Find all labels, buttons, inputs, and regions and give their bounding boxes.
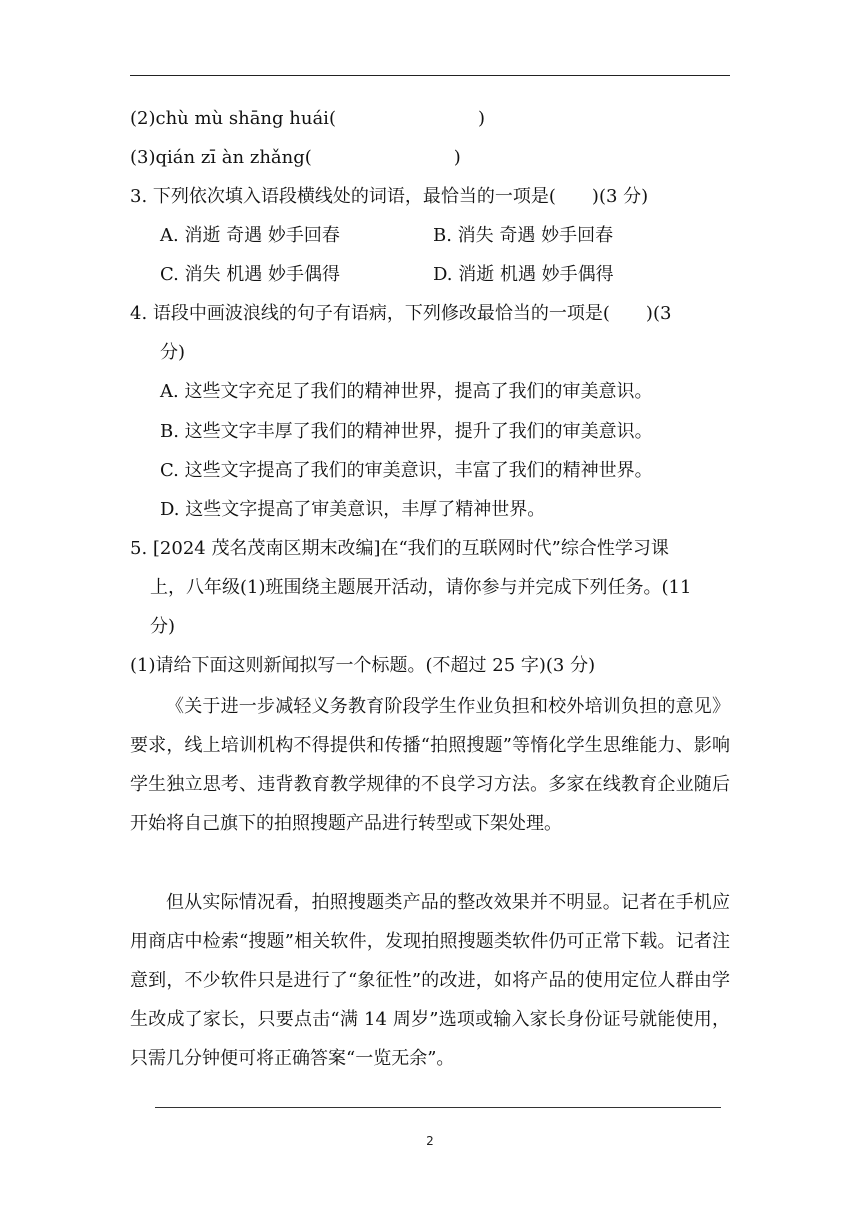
closing-paren: ) <box>453 147 461 168</box>
pinyin-prompt: (3)qián zī àn zhǎng( <box>130 147 312 168</box>
question-2-sub-2 <box>130 107 485 131</box>
question-4-stem-cont: 分) <box>160 342 186 363</box>
closing-paren: ) <box>477 108 485 129</box>
question-3-stem: 3. 下列依次填入语段横线处的词语，最恰当的一项是( )(3 分) <box>130 186 649 207</box>
news-paragraph-2: 但从实际情况看，拍照搜题类产品的整改效果并不明显。记者在手机应用商店中检索“搜题”相关软件，发现拍照搜题类软件仍可正常下载。记者注意到，不少软件只是进行了“象征性”的改进，如将产品的使用定位人群由学生改成了家长，只要点击“满 14 周岁”选项或输入家长身份证号就能使用，只需几分钟便可将正确答案“一览无余”。 <box>130 892 730 1069</box>
question-5-stem-cont-2: 分) <box>150 616 176 637</box>
question-5-stem: 5. [2024 茂名茂南区期末改编]在“我们的互联网时代”综合性学习课 <box>130 538 669 559</box>
footer-rule <box>155 1107 721 1108</box>
question-4-option-a: A. 这些文字充足了我们的精神世界，提高了我们的审美意识。 <box>160 381 653 402</box>
news-paragraph-1: 《关于进一步减轻义务教育阶段学生作业负担和校外培训负担的意见》要求，线上培训机构不得提供和传播“拍照搜题”等惰化学生思维能力、影响学生独立思考、违背教育教学规律的不良学习方法。多家在线教育企业随后开始将自己旗下的拍照搜题产品进行转型或下架处理。 <box>130 696 730 834</box>
question-5-sub-1: (1)请给下面这则新闻拟写一个标题。(不超过 25 字)(3 分) <box>130 655 596 676</box>
question-3-option-d: D. 消逝 机遇 妙手偶得 <box>433 264 614 285</box>
question-3-option-c: C. 消失 机遇 妙手偶得 <box>160 264 341 285</box>
question-4-stem: 4. 语段中画波浪线的句子有语病，下列修改最恰当的一项是( )(3 <box>130 303 672 324</box>
pinyin-prompt: (2)chù mù shāng huái( <box>130 108 336 129</box>
question-5-stem-cont: 上，八年级(1)班围绕主题展开活动，请你参与并完成下列任务。(11 <box>150 577 692 598</box>
question-4-option-c: C. 这些文字提高了我们的审美意识，丰富了我们的精神世界。 <box>160 460 653 481</box>
question-3-option-b: B. 消失 奇遇 妙手回春 <box>433 225 614 246</box>
question-4-option-d: D. 这些文字提高了审美意识，丰厚了精神世界。 <box>160 499 546 520</box>
question-4-option-b: B. 这些文字丰厚了我们的精神世界，提升了我们的审美意识。 <box>160 421 653 442</box>
header-rule <box>130 75 730 76</box>
question-3-option-a: A. 消逝 奇遇 妙手回春 <box>160 225 340 246</box>
page-number: 2 <box>426 1134 434 1148</box>
question-2-sub-3 <box>130 146 461 170</box>
